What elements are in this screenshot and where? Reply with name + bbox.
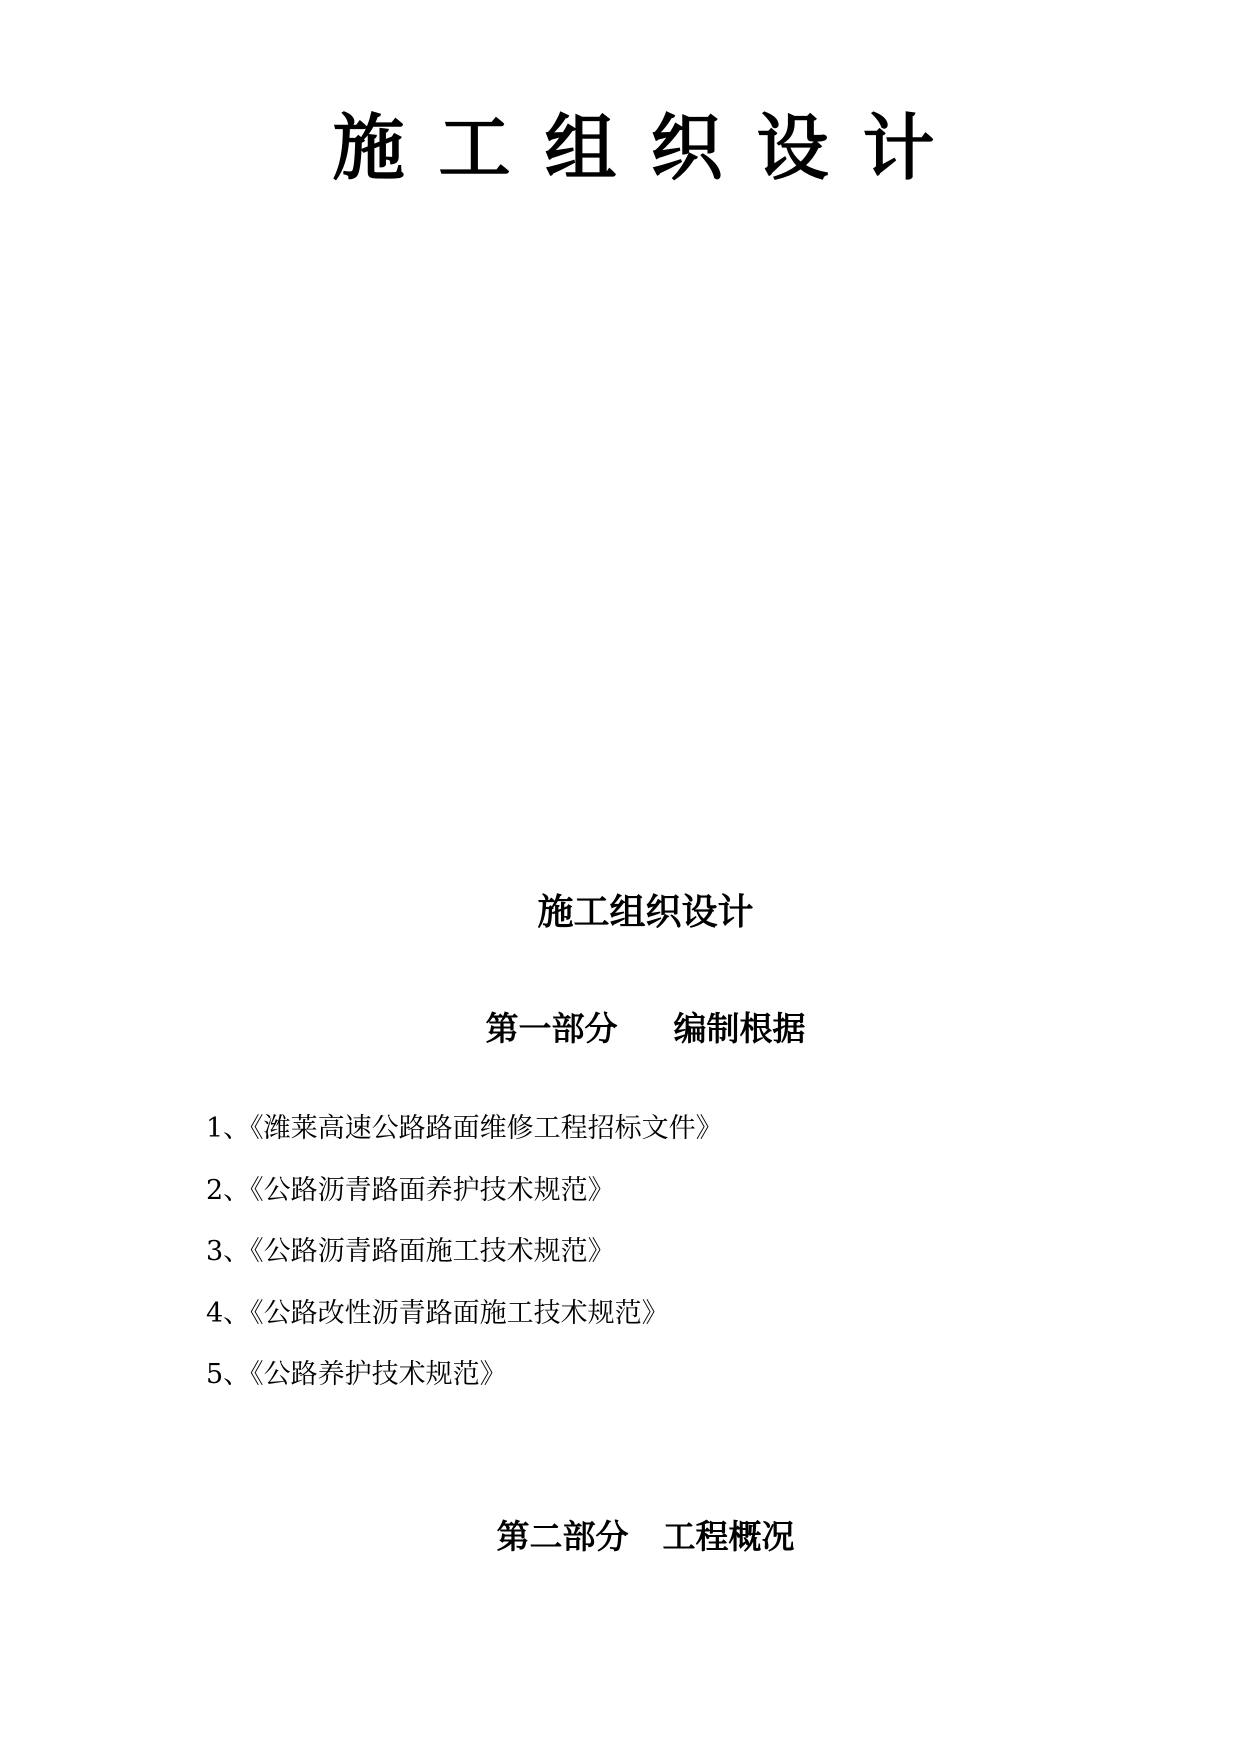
reference-list bbox=[206, 1098, 723, 1406]
section-number: 第二部分 bbox=[496, 1517, 629, 1556]
section-number: 第一部分 bbox=[485, 1009, 618, 1048]
section-heading-part-two bbox=[0, 1517, 1241, 1556]
reference-item: 4、《公路改性沥青路面施工技术规范》 bbox=[206, 1297, 669, 1329]
section-heading-part-one bbox=[0, 1009, 1241, 1048]
reference-item: 1、《潍莱高速公路路面维修工程招标文件》 bbox=[206, 1113, 723, 1144]
cover-title: 施工组织设计 bbox=[332, 105, 969, 190]
section-name: 工程概况 bbox=[662, 1517, 795, 1556]
reference-item: 2、《公路沥青路面养护技术规范》 bbox=[206, 1174, 615, 1206]
reference-item: 3、《公路沥青路面施工技术规范》 bbox=[206, 1236, 615, 1267]
document-title: 施工组织设计 bbox=[537, 891, 754, 933]
reference-item: 5、《公路养护技术规范》 bbox=[206, 1359, 507, 1390]
section-name: 编制根据 bbox=[673, 1009, 806, 1048]
